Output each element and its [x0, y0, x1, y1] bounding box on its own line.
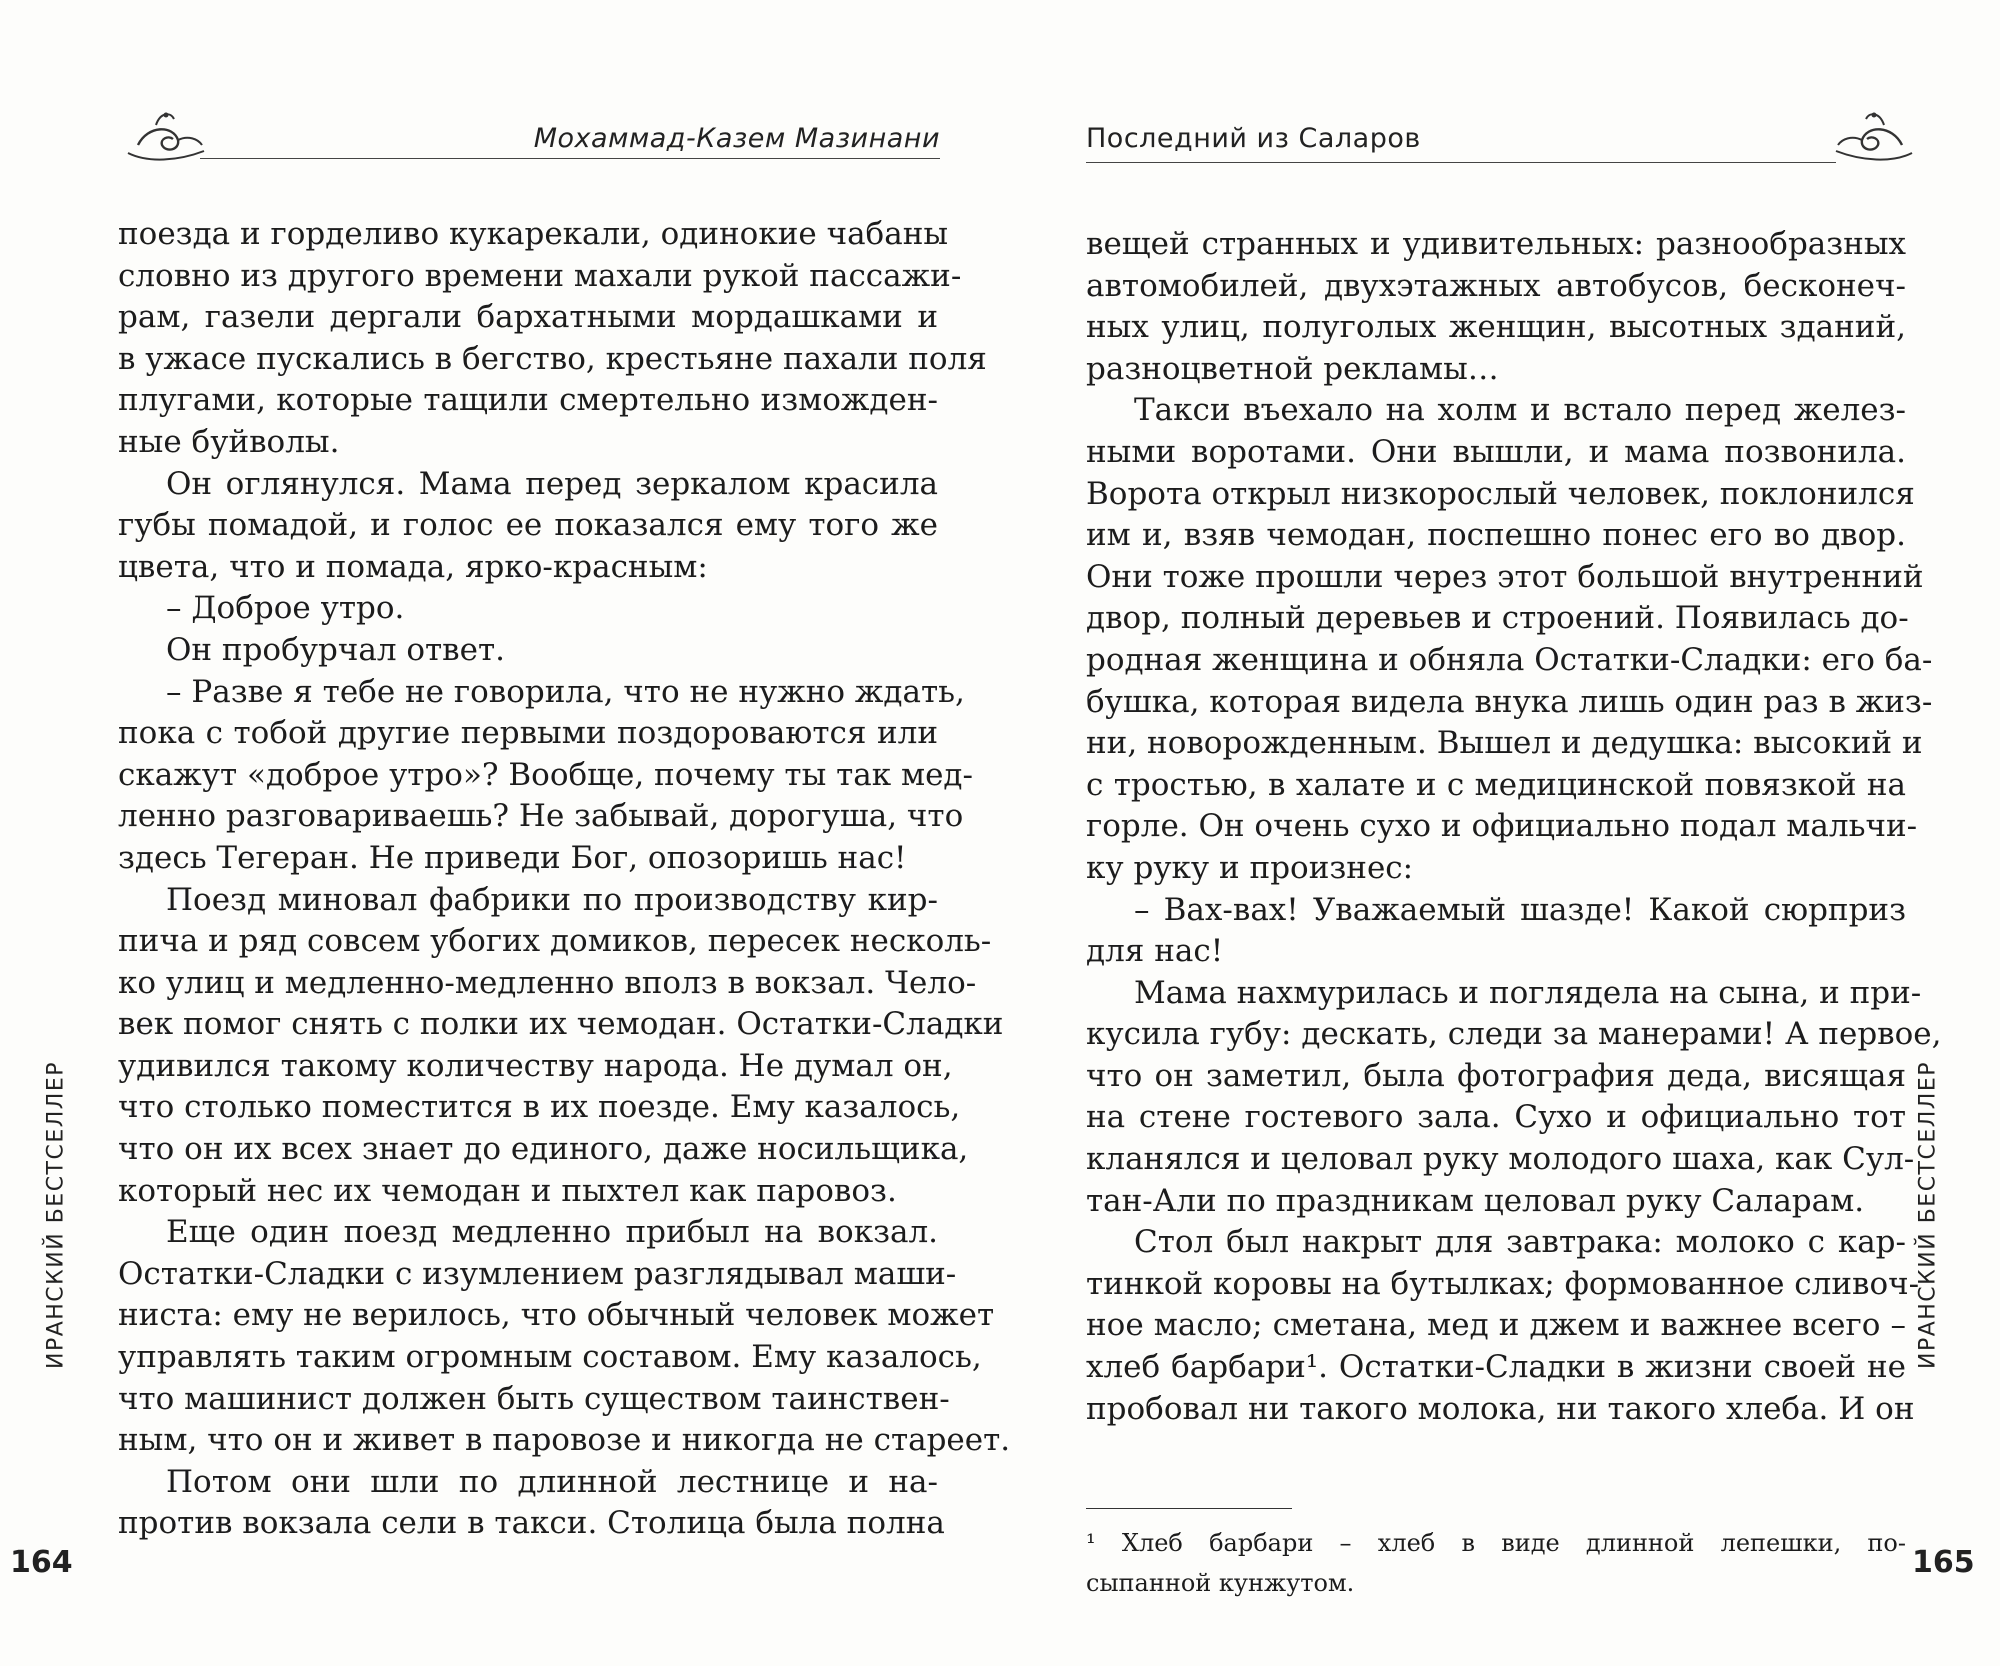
text-line: тан-Али по праздникам целовал руку Саларам. — [1086, 1182, 1865, 1219]
text-line: скажут «доброе утро»? Вообще, почему ты так мед- — [118, 756, 973, 793]
text-line: с тростью, в халате и с медицинской повязкой на — [1086, 766, 1906, 803]
text-line: поезда и горделиво кукарекали, одинокие чабаны — [118, 216, 949, 252]
text-line: Стол был накрыт для завтрака: молоко с кар- — [1134, 1224, 1906, 1261]
text-line: – Разве я тебе не говорила, что не нужно ждать, — [166, 673, 965, 710]
text-line: управлять таким огромным составом. Ему казалось, — [118, 1339, 982, 1376]
text-line: Остатки-Сладки с изумлением разглядывал маши- — [118, 1255, 957, 1292]
running-head-author: Мохаммад-Казем Мазинани — [533, 123, 940, 154]
text-line: губы помадой, и голос ее показался ему того же — [118, 507, 938, 544]
text-line: родная женщина и обняла Остатки-Сладки: его ба- — [1086, 641, 1933, 678]
text-line: Потом они шли по длинной лестнице и на- — [166, 1463, 938, 1500]
series-label: ИРАНСКИЙ БЕСТСЕЛЛЕР — [1915, 1060, 1941, 1370]
right-page — [1000, 0, 2000, 1666]
text-line: ко улиц и медленно-медленно вполз в вокзал. Чело- — [118, 964, 977, 1001]
text-line: им и, взяв чемодан, поспешно понес его во двор. — [1086, 517, 1906, 554]
text-line: рам, газели дергали бархатными мордашками и — [118, 299, 938, 336]
text-line: против вокзала сели в такси. Столица была полна — [118, 1505, 945, 1542]
text-line: для нас! — [1086, 933, 1224, 970]
left-page-text — [118, 214, 1011, 1545]
text-line: пока с тобой другие первыми поздороваются или — [118, 715, 938, 752]
text-line: что столько поместится в их поезде. Ему казалось, — [118, 1089, 961, 1126]
text-line: бушка, которая видела внука лишь один раз в жиз- — [1086, 683, 1933, 720]
text-line: пича и ряд совсем убогих домиков, пересек несколь- — [118, 923, 992, 960]
text-line: Такси въехало на холм и встало перед желез- — [1134, 392, 1906, 429]
text-line: пробовал ни такого молока, ни такого хлеба. И он — [1086, 1390, 1915, 1427]
footnote-rule — [1086, 1508, 1292, 1509]
text-line: что машинист должен быть существом таинствен- — [118, 1380, 950, 1417]
text-line: в ужасе пускались в бегство, крестьяне пахали поля — [118, 340, 987, 377]
text-line: Мама нахмурилась и поглядела на сына, и при- — [1134, 974, 1922, 1011]
header-rule — [200, 158, 940, 159]
header-rule — [1086, 162, 1836, 163]
text-line: здесь Тегеран. Не приведи Бог, опозоришь нас! — [118, 839, 907, 876]
text-line: цвета, что и помада, ярко-красным: — [118, 548, 708, 585]
text-line: ными воротами. Они вышли, и мама позвонила. — [1086, 433, 1906, 470]
text-line: Он пробурчал ответ. — [166, 631, 505, 668]
text-line: удивился такому количеству народа. Не думал он, — [118, 1047, 953, 1084]
text-line: вещей странных и удивительных: разнообразных — [1086, 226, 1906, 262]
text-line: – Вах-вах! Уважаемый шазде! Какой сюрприз — [1134, 891, 1906, 928]
text-line: что он заметил, была фотография деда, висящая — [1086, 1057, 1906, 1094]
text-line: ни, новорожденным. Вышел и дедушка: высокий и — [1086, 725, 1923, 762]
text-line: хлеб барбари¹. Остатки-Сладки в жизни своей не — [1086, 1349, 1906, 1386]
page-number: 164 — [10, 1545, 73, 1580]
text-line: на стене гостевого зала. Сухо и официально тот — [1086, 1099, 1906, 1136]
text-line: Поезд миновал фабрики по производству кир- — [166, 881, 938, 918]
text-line: век помог снять с полки их чемодан. Остатки-Сладки — [118, 1006, 1004, 1043]
ornament-icon — [1822, 95, 1922, 175]
text-line: Они тоже прошли через этот большой внутренний — [1086, 558, 1924, 595]
text-line: тинкой коровы на бутылках; формованное сливоч- — [1086, 1265, 1920, 1302]
text-line: ные буйволы. — [118, 423, 340, 460]
text-line: словно из другого времени махали рукой пассажи- — [118, 257, 962, 294]
ornament-icon — [118, 95, 218, 175]
text-line: Еще один поезд медленно прибыл на вокзал. — [166, 1214, 938, 1251]
text-line: который нес их чемодан и пыхтел как паровоз. — [118, 1172, 897, 1209]
text-line: двор, полный деревьев и строений. Появилась до- — [1086, 600, 1909, 637]
text-line: ным, что он и живет в паровозе и никогда не стареет. — [118, 1422, 1011, 1459]
footnote — [1086, 1523, 1906, 1603]
text-line: ку руку и произнес: — [1086, 849, 1414, 886]
text-line: горле. Он очень сухо и официально подал мальчи- — [1086, 808, 1918, 845]
text-line: кланялся и целовал руку молодого шаха, как Сул- — [1086, 1141, 1915, 1178]
footnote-line: сыпанной кунжутом. — [1086, 1569, 1355, 1597]
text-line: автомобилей, двухэтажных автобусов, бесконеч- — [1086, 267, 1906, 304]
series-label: ИРАНСКИЙ БЕСТСЕЛЛЕР — [43, 1060, 69, 1370]
text-line: Ворота открыл низкорослый человек, поклонился — [1086, 475, 1915, 512]
text-line: ниста: ему не верилось, что обычный человек может — [118, 1297, 995, 1334]
text-line: ных улиц, полуголых женщин, высотных зданий, — [1086, 309, 1906, 346]
running-head-title: Последний из Саларов — [1086, 123, 1421, 154]
text-line: ное масло; сметана, мед и джем и важнее всего – — [1086, 1307, 1906, 1344]
page-number: 165 — [1912, 1545, 1975, 1580]
text-line: – Доброе утро. — [166, 590, 405, 627]
text-line: Он оглянулся. Мама перед зеркалом красила — [166, 465, 938, 502]
text-line: плугами, которые тащили смертельно изможден- — [118, 382, 938, 419]
text-line: разноцветной рекламы… — [1086, 350, 1499, 387]
text-line: ленно разговариваешь? Не забывай, дорогуша, что — [118, 798, 964, 835]
text-line: что он их всех знает до единого, даже носильщика, — [118, 1131, 969, 1168]
text-line: кусила губу: дескать, следи за манерами! А первое, — [1086, 1016, 1942, 1053]
footnote-line: ¹ Хлеб барбари – хлеб в виде длинной лепешки, по- — [1086, 1529, 1906, 1557]
